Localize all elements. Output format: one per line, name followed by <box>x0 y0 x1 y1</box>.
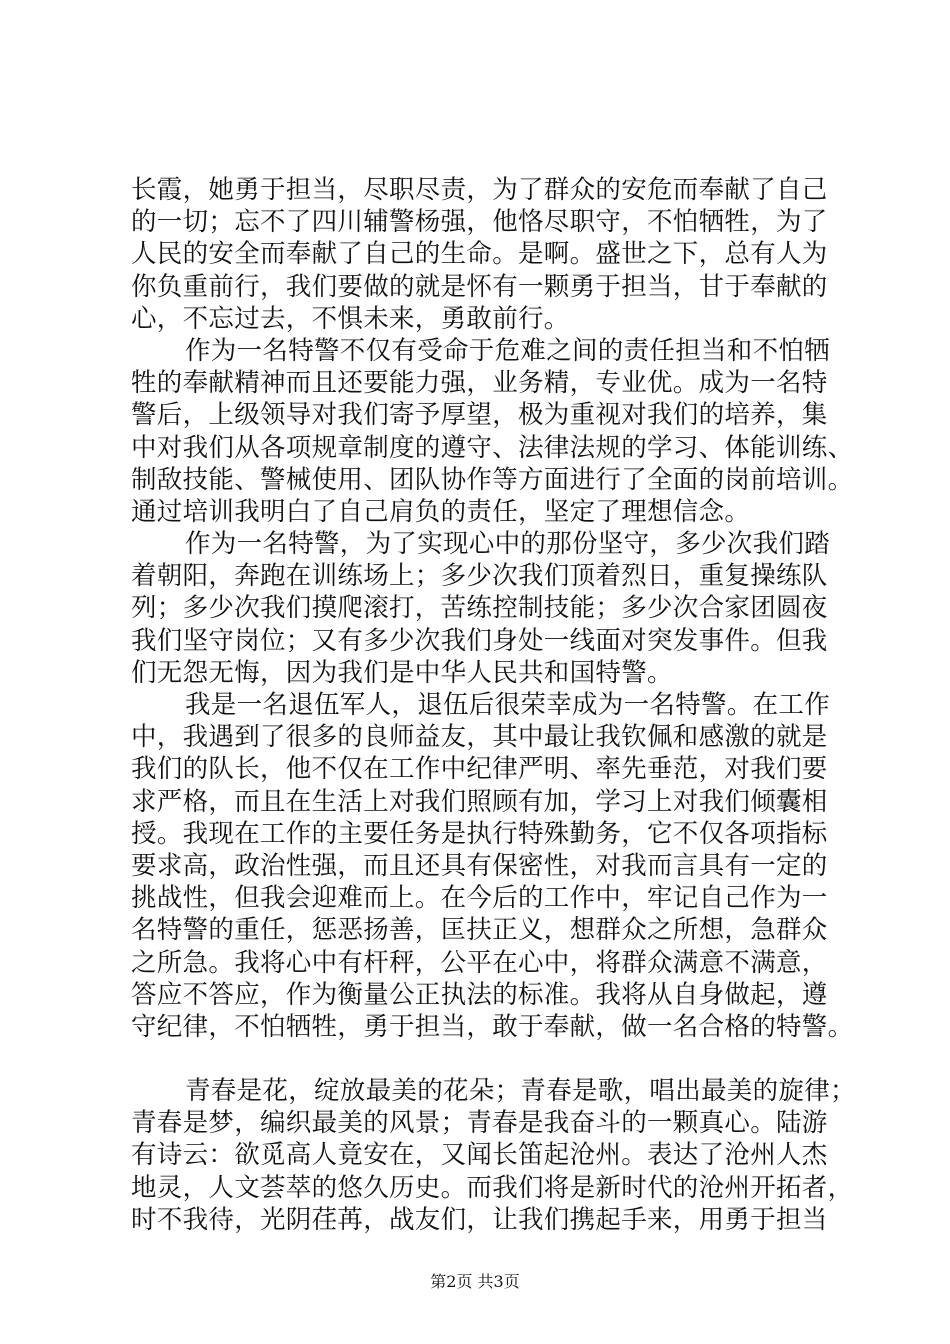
text-line: 挑战性，但我会迎难而上。在今后的工作中，牢记自己作为一 <box>131 883 828 914</box>
text-line: 时不我待，光阴荏苒，战友们，让我们携起手来，用勇于担当 <box>131 1204 828 1235</box>
text-line: 地灵，人文荟萃的悠久历史。而我们将是新时代的沧州开拓者， <box>131 1172 854 1203</box>
text-line: 的一切；忘不了四川辅警杨强，他恪尽职守，不怕牺牲，为了 <box>131 207 828 238</box>
paragraph-start-line: 青春是花，绽放最美的花朵；青春是歌，唱出最美的旋律； <box>185 1076 856 1107</box>
text-line: 名特警的重任，惩恶扬善，匡扶正义，想群众之所想，急群众 <box>131 915 828 946</box>
text-line: 你负重前行，我们要做的就是怀有一颗勇于担当，甘于奉献的 <box>131 271 828 302</box>
text-line: 人民的安全而奉献了自己的生命。是啊。盛世之下，总有人为 <box>131 239 828 270</box>
text-line: 之所急。我将心中有杆秤，公平在心中，将群众满意不满意， <box>131 947 828 978</box>
text-line: 求严格，而且在生活上对我们照顾有加，学习上对我们倾囊相 <box>131 786 828 817</box>
text-line: 守纪律，不怕牺牲，勇于担当，敢于奉献，做一名合格的特警。 <box>131 1011 854 1042</box>
paragraph-start-line: 我是一名退伍军人，退伍后很荣幸成为一名特警。在工作 <box>185 690 831 720</box>
text-line: 中对我们从各项规章制度的遵守、法律法规的学习、体能训练、 <box>131 432 854 463</box>
paragraph-start-line: 作为一名特警不仅有受命于危难之间的责任担当和不怕牺 <box>185 335 831 366</box>
text-line: 长霞，她勇于担当，尽职尽责，为了群众的安危而奉献了自己 <box>131 175 828 205</box>
text-line: 通过培训我明白了自己肩负的责任，坚定了理想信念。 <box>131 496 751 527</box>
text-line: 我们坚守岗位；又有多少次我们身处一线面对突发事件。但我 <box>131 625 828 656</box>
text-line: 我们的队长，他不仅在工作中纪律严明、率先垂范，对我们要 <box>131 754 828 785</box>
paragraph-gap <box>131 1043 831 1075</box>
page-number-footer: 第2页 共3页 <box>430 1272 520 1291</box>
document-body <box>131 174 856 1236</box>
text-line: 心，不忘过去，不惧未来，勇敢前行。 <box>131 303 570 334</box>
text-line: 牲的奉献精神而且还要能力强，业务精，专业优。成为一名特 <box>131 368 828 399</box>
text-line: 答应不答应，作为衡量公正执法的标准。我将从自身做起，遵 <box>131 979 828 1010</box>
text-line: 中，我遇到了很多的良师益友，其中最让我钦佩和感激的就是 <box>131 722 828 753</box>
paragraph-start-line: 作为一名特警，为了实现心中的那份坚守，多少次我们踏 <box>185 529 831 560</box>
text-line: 列；多少次我们摸爬滚打，苦练控制技能；多少次合家团圆夜 <box>131 593 828 624</box>
text-line: 着朝阳，奔跑在训练场上；多少次我们顶着烈日，重复操练队 <box>131 561 828 592</box>
text-line: 要求高，政治性强，而且还具有保密性，对我而言具有一定的 <box>131 850 828 881</box>
text-line: 警后，上级领导对我们寄予厚望，极为重视对我们的培养，集 <box>131 400 828 431</box>
text-line: 有诗云：欲觅高人竟安在，又闻长笛起沧州。表达了沧州人杰 <box>131 1140 828 1171</box>
text-line: 青春是梦，编织最美的风景；青春是我奋斗的一颗真心。陆游 <box>131 1108 828 1139</box>
text-line: 授。我现在工作的主要任务是执行特殊勤务，它不仅各项指标 <box>131 818 828 849</box>
text-line: 们无怨无悔，因为我们是中华人民共和国特警。 <box>131 657 673 688</box>
text-line: 制敌技能、警械使用、团队协作等方面进行了全面的岗前培训。 <box>131 464 854 495</box>
